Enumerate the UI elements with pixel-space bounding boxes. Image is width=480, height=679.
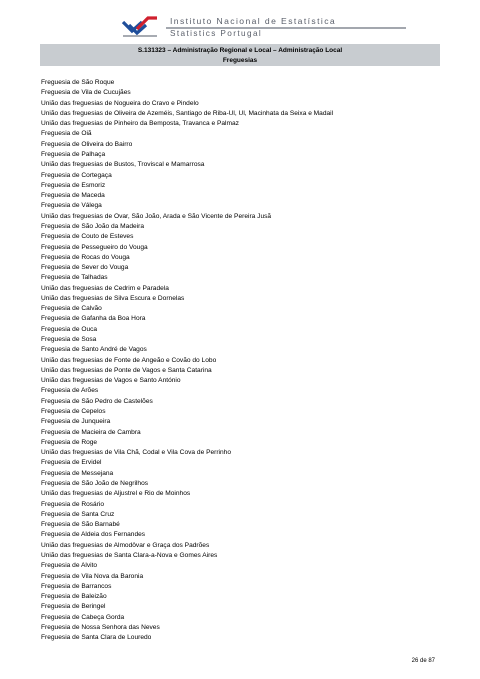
list-item: Freguesia de Ouca xyxy=(41,325,98,333)
page-number: 26 de 87 xyxy=(411,658,435,664)
list-item: Freguesia de Gafanha da Boa Hora xyxy=(41,315,146,323)
list-item: União das freguesias de Cedrim e Paradela xyxy=(41,284,169,292)
ine-logo-icon xyxy=(120,14,160,40)
list-item: Freguesia de Nossa Senhora das Neves xyxy=(41,623,160,631)
list-item: União das freguesias de Vila Chã, Codal e Vila Cova de Perrinho xyxy=(41,449,231,457)
list-item: União das freguesias de Nogueira do Cravo e Pindelo xyxy=(41,99,199,107)
list-item: Freguesia de Sosa xyxy=(41,336,97,344)
list-item: Freguesia de São Pedro de Castelões xyxy=(41,397,153,405)
list-item: Freguesia de Cabeça Gorda xyxy=(41,613,125,621)
list-item: Freguesia de Pessegueiro do Vouga xyxy=(41,243,148,251)
list-item: Freguesia de Rosário xyxy=(41,500,105,508)
list-item: União das freguesias de Ponte de Vagos e Santa Catarina xyxy=(41,366,212,374)
list-item: Freguesia de Barrancos xyxy=(41,582,112,590)
list-item: Freguesia de Talhadas xyxy=(41,274,108,282)
list-item: União das freguesias de Bustos, Troviscal e Mamarrosa xyxy=(41,161,205,169)
list-item: União das freguesias de Almodôvar e Graça dos Padrões xyxy=(41,541,210,549)
list-item: União das freguesias de Vagos e Santo António xyxy=(41,377,181,385)
list-item: Freguesia de Maceda xyxy=(41,192,105,200)
ine-logo xyxy=(118,14,408,40)
list-item: Freguesia de Roge xyxy=(41,438,98,446)
list-item: Freguesia de Cepelos xyxy=(41,408,106,415)
list-item: União das freguesias de Oliveira de Azeméis, Santiago de Riba-Ul, Ul, Macinhata da Seixa e Madail xyxy=(41,109,334,117)
list-item: Freguesia de Cortegaça xyxy=(41,171,112,179)
logo-title: Instituto Nacional de Estatística xyxy=(170,16,337,26)
list-item: União das freguesias de Fonte de Angeão e Covão do Lobo xyxy=(41,356,217,364)
list-item: Freguesia de Oiã xyxy=(41,130,92,138)
list-item: Freguesia de Santa Clara de Louredo xyxy=(41,634,152,642)
list-item: Freguesia de Alvito xyxy=(41,562,98,570)
list-item: Freguesia de Santa Cruz xyxy=(41,510,115,518)
list-item: União das freguesias de Ovar, São João, Arada e São Vicente de Pereira Jusã xyxy=(41,212,272,220)
list-item: Freguesia de Beringel xyxy=(41,603,106,611)
list-item: Freguesia de Rocas do Vouga xyxy=(41,253,130,261)
list-item: Freguesia de Couto de Esteves xyxy=(41,233,134,241)
list-item: Freguesia de São Barnabé xyxy=(41,521,120,529)
list-item: União das freguesias de Santa Clara-a-Nova e Gomes Aires xyxy=(41,551,218,559)
list-item: Freguesia de Baleizão xyxy=(41,593,107,601)
list-item: Freguesia de Junqueira xyxy=(41,418,111,426)
list-item: Freguesia de Válega xyxy=(41,202,102,210)
list-item: Freguesia de Messejana xyxy=(41,469,114,477)
list-item: Freguesia de Vila de Cucujães xyxy=(41,89,131,97)
table-title: S.131323 – Administração Regional e Local – Administração Local xyxy=(137,47,343,54)
list-item: União das freguesias de Pinheiro da Bemposta, Travanca e Palmaz xyxy=(41,120,239,128)
list-item: Freguesia de Sever do Vouga xyxy=(41,264,129,272)
list-item: Freguesia de Oliveira do Bairro xyxy=(41,140,133,148)
freguesias-list xyxy=(41,78,439,643)
list-item: União das freguesias de Aljustrel e Rio de Moinhos xyxy=(41,490,191,498)
table-subtitle: Freguesias xyxy=(222,56,258,64)
list-item: Freguesia de Ervidel xyxy=(41,459,102,467)
list-item: Freguesia de São Roque xyxy=(41,79,115,86)
list-item: Freguesia de Esmoriz xyxy=(41,181,106,189)
table-header xyxy=(40,44,440,66)
list-item: Freguesia de Palhaça xyxy=(41,150,106,158)
list-item: Freguesia de São João de Negrilhos xyxy=(41,479,149,487)
list-item: Freguesia de Calvão xyxy=(41,305,102,313)
list-item: União das freguesias de Silva Escura e Dornelas xyxy=(41,294,185,302)
list-item: Freguesia de Macieira de Cambra xyxy=(41,428,141,436)
list-item: Freguesia de Santo André de Vagos xyxy=(41,346,147,354)
logo-subtitle: Statistics Portugal xyxy=(170,29,263,38)
list-item: Freguesia de São João da Madeira xyxy=(41,222,145,230)
list-item: Freguesia de Arões xyxy=(41,387,99,395)
list-item: Freguesia de Vila Nova da Baronia xyxy=(41,572,144,580)
list-item: Freguesia de Aldeia dos Fernandes xyxy=(41,531,146,539)
